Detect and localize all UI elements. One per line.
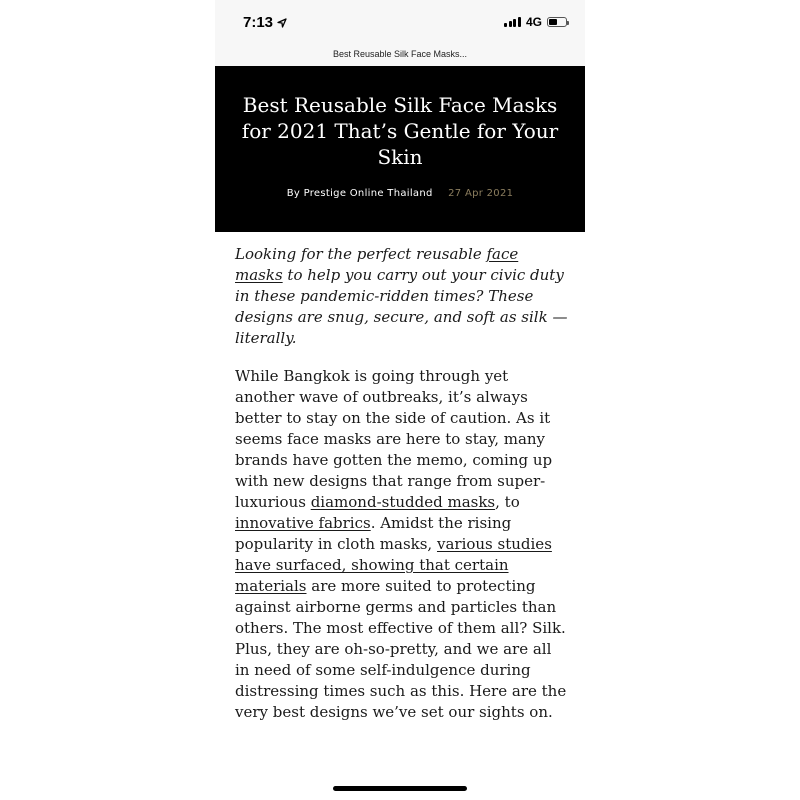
network-type: 4G xyxy=(525,15,542,29)
article-title: Best Reusable Silk Face Masks for 2021 That’s Gentle for Your Skin xyxy=(241,93,559,169)
signal-bars-icon xyxy=(504,17,521,27)
article-hero xyxy=(215,66,585,232)
paragraph-text: . Amidst the rising popularity in cloth masks, xyxy=(235,514,512,553)
article-body xyxy=(235,244,570,723)
article-lede xyxy=(235,244,570,349)
paragraph-text: While Bangkok is going through yet another wave of outbreaks, it’s always better to stay on the side of caution. As it seems face masks are here to stay, many brands have gotten the memo, coming up with new designs that range from super-luxurious xyxy=(235,367,553,511)
diamond-studded-masks-link[interactable]: diamond-studded masks xyxy=(310,493,496,511)
battery-icon xyxy=(547,17,567,27)
innovative-fabrics-link[interactable]: innovative fabrics xyxy=(235,514,371,532)
paragraph-text: are more suited to protecting against airborne germs and particles than others. The most effective of them all? Silk. Plus, they are oh-so-pretty, and we are all in need of some self-indulgence during distressing times such as this. Here are the very best designs we’ve set our sights on. xyxy=(235,577,567,721)
article-byline xyxy=(215,188,585,199)
location-arrow-icon xyxy=(277,18,287,28)
status-time-text: 7:13 xyxy=(243,14,274,31)
phone-screen xyxy=(215,0,585,800)
battery-fill xyxy=(549,19,557,25)
status-bar xyxy=(215,0,585,46)
article-date: 27 Apr 2021 xyxy=(448,188,514,199)
paragraph-text: , to xyxy=(495,493,520,511)
studies-link[interactable]: various studies have surfaced, showing that certain materials xyxy=(235,535,552,595)
status-time xyxy=(243,14,287,31)
browser-title-bar[interactable] xyxy=(215,46,585,66)
lede-text: Looking for the perfect reusable xyxy=(235,245,487,263)
article-paragraph xyxy=(235,366,570,723)
page-title: Best Reusable Silk Face Masks... xyxy=(332,49,468,59)
article-author[interactable]: By Prestige Online Thailand xyxy=(286,188,433,199)
face-masks-link[interactable]: face masks xyxy=(235,245,519,284)
home-indicator[interactable] xyxy=(333,786,467,791)
status-indicators xyxy=(504,15,567,29)
lede-text: to help you carry out your civic duty in these pandemic-ridden times? These designs are snug, secure, and soft as silk — literally. xyxy=(235,266,568,347)
